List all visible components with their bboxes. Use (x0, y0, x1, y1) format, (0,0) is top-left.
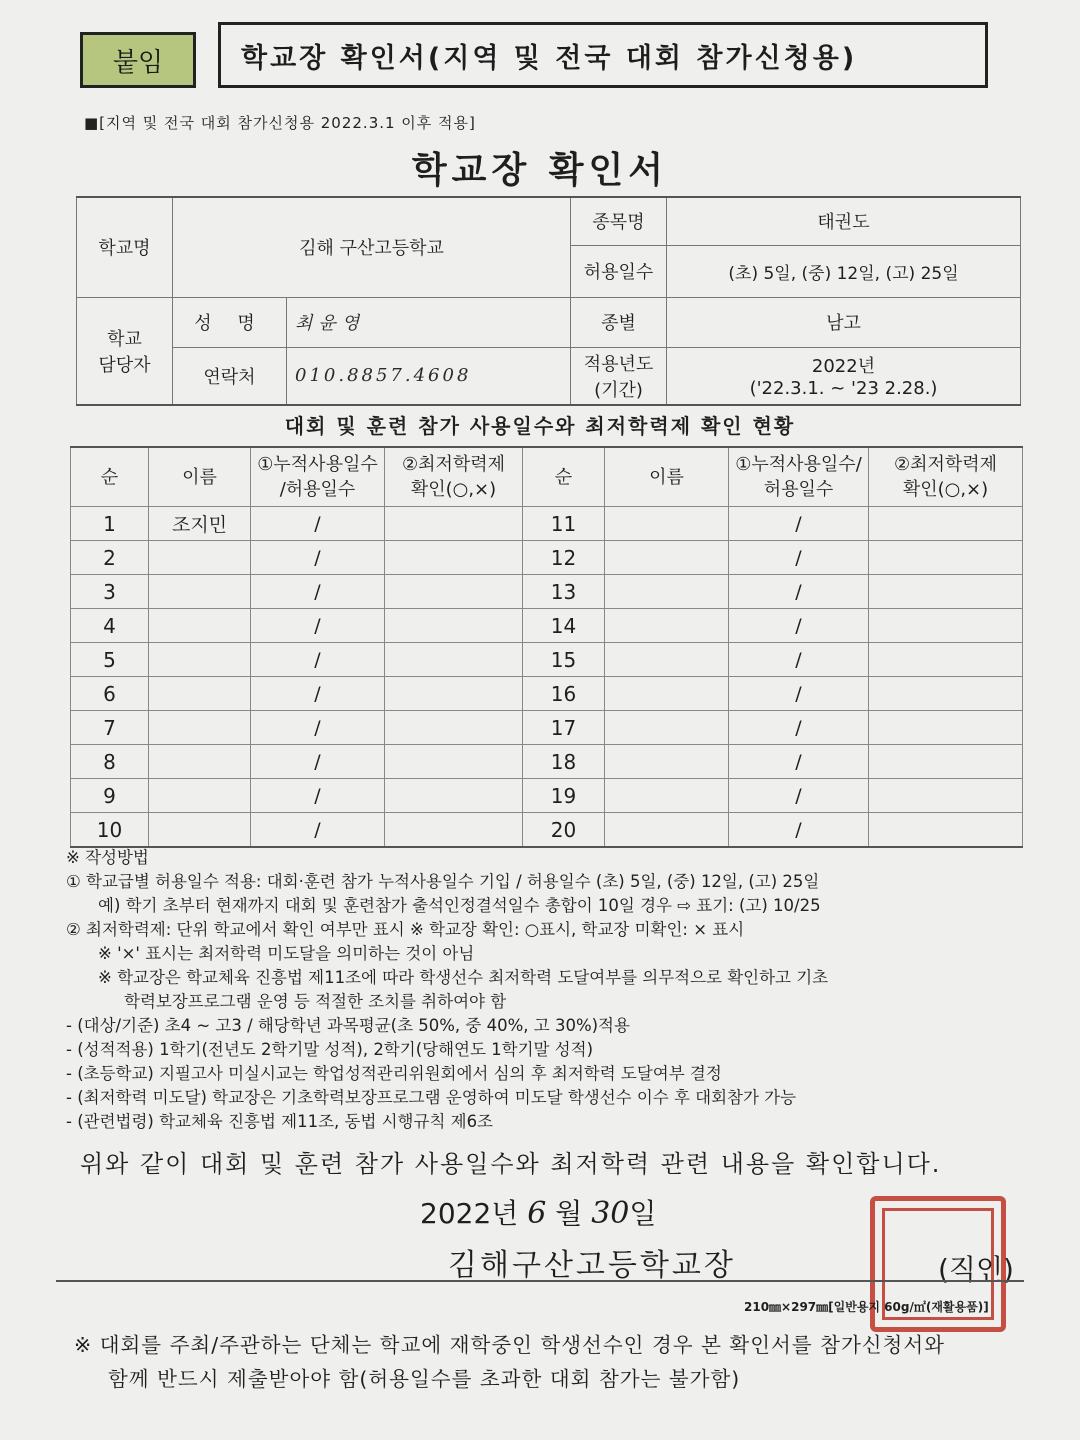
row-days-right: / (729, 779, 869, 813)
row-days-right: / (729, 609, 869, 643)
table-row (71, 541, 1023, 575)
school-name-label: 학교명 (77, 197, 173, 297)
row-order-right: 11 (523, 507, 605, 541)
row-name-left (149, 643, 251, 677)
row-min-right (869, 575, 1023, 609)
allowed-days-value: (초) 5일, (중) 12일, (고) 25일 (667, 245, 1021, 297)
phone-label: 연락처 (173, 347, 287, 405)
row-min-right (869, 813, 1023, 848)
participant-table (70, 446, 1023, 848)
instructions-heading: ※ 작성방법 (66, 848, 149, 867)
year-value-cell (667, 347, 1021, 405)
name-label: 성 명 (173, 297, 287, 347)
row-name-left (149, 711, 251, 745)
col-days-right (729, 447, 869, 507)
row-min-left (385, 541, 523, 575)
instruction-line: ① 학교급별 허용일수 적용: 대회·훈련 참가 누적사용일수 기입 / 허용일수 (초) 5일, (중) 12일, (고) 25일 (66, 872, 820, 891)
row-min-right (869, 677, 1023, 711)
col-order-left: 순 (71, 447, 149, 507)
row-days-left: / (251, 813, 385, 848)
row-days-right: / (729, 745, 869, 779)
row-min-right (869, 541, 1023, 575)
participant-rows (71, 507, 1023, 848)
row-days-left: / (251, 507, 385, 541)
instruction-line: - (성적적용) 1학기(전년도 2학기말 성적), 2학기(당해연도 1학기말 성적) (66, 1040, 594, 1059)
row-days-left: / (251, 541, 385, 575)
instruction-line: ② 최저학력제: 단위 학교에서 확인 여부만 표시 ※ 학교장 확인: ○표시, 학교장 미확인: × 표시 (66, 920, 745, 939)
year-value: 2022년 (811, 356, 876, 378)
row-name-left: 조지민 (149, 507, 251, 541)
row-days-left: / (251, 745, 385, 779)
issue-date (420, 1192, 656, 1232)
col-name-left: 이름 (149, 447, 251, 507)
row-min-right (869, 507, 1023, 541)
row-name-left (149, 677, 251, 711)
row-days-right: / (729, 541, 869, 575)
table-row (71, 779, 1023, 813)
row-order-right: 18 (523, 745, 605, 779)
col-min-right-line2: 확인(○,×) (902, 479, 989, 500)
row-name-right (605, 575, 729, 609)
instructions (66, 846, 1046, 1134)
contact-person-label (77, 297, 173, 405)
row-order-left: 1 (71, 507, 149, 541)
event-value: 태권도 (667, 197, 1021, 245)
row-name-right (605, 813, 729, 848)
attachment-tag: 붙임 (80, 32, 196, 88)
principal-name: 김해구산고등학교장 (448, 1248, 736, 1283)
row-name-left (149, 609, 251, 643)
row-order-right: 16 (523, 677, 605, 711)
instruction-line: - (최저학력 미도달) 학교장은 기초학력보장프로그램 운영하여 미도달 학생선수 이수 후 대회참가 가능 (66, 1088, 797, 1107)
date-day: 30 (591, 1196, 630, 1231)
contact-person-label-line1: 학교 (107, 328, 142, 350)
row-name-right (605, 711, 729, 745)
row-order-right: 19 (523, 779, 605, 813)
row-name-left (149, 575, 251, 609)
row-name-right (605, 643, 729, 677)
row-days-right: / (729, 643, 869, 677)
row-min-left (385, 711, 523, 745)
event-label: 종목명 (571, 197, 667, 245)
col-name-right: 이름 (605, 447, 729, 507)
row-days-right: / (729, 507, 869, 541)
year-label-line1: 적용년도 (583, 353, 654, 375)
row-order-right: 14 (523, 609, 605, 643)
row-order-right: 15 (523, 643, 605, 677)
row-name-right (605, 507, 729, 541)
date-day-unit: 일 (629, 1197, 657, 1230)
date-month-unit: 월 (555, 1197, 583, 1230)
row-min-right (869, 779, 1023, 813)
instruction-line: - (관련법령) 학교체육 진흥법 제11조, 동법 시행규칙 제6조 (66, 1112, 493, 1131)
date-year: 2022년 (420, 1197, 519, 1230)
row-days-right: / (729, 813, 869, 848)
row-order-right: 17 (523, 711, 605, 745)
row-days-left: / (251, 575, 385, 609)
row-min-left (385, 813, 523, 848)
row-min-left (385, 643, 523, 677)
year-label-line2: (기간) (594, 379, 643, 401)
row-name-left (149, 813, 251, 848)
applicability-note: ■[지역 및 전국 대회 참가신청용 2022.3.1 이후 적용] (84, 114, 476, 132)
row-days-right: / (729, 677, 869, 711)
row-order-left: 9 (71, 779, 149, 813)
paper-spec: 210㎜×297㎜[일반용지 60g/㎡(재활용품)] (744, 1300, 989, 1314)
divider (56, 1280, 1024, 1282)
table-row (71, 609, 1023, 643)
row-order-right: 20 (523, 813, 605, 848)
col-order-right: 순 (523, 447, 605, 507)
row-order-right: 13 (523, 575, 605, 609)
table-row (71, 507, 1023, 541)
phone-value: 010.8857.4608 (287, 347, 571, 405)
instruction-line: 학력보장프로그램 운영 등 적절한 조치를 취하여야 함 (124, 992, 507, 1011)
row-days-left: / (251, 609, 385, 643)
school-info-table (76, 196, 1021, 406)
col-min-right (869, 447, 1023, 507)
col-min-left-line1: ②최저학력제 (401, 454, 506, 475)
page-title: 학교장 확인서 (411, 150, 669, 191)
date-month: 6 (527, 1196, 547, 1231)
row-min-right (869, 609, 1023, 643)
instruction-line: - (대상/기준) 초4 ~ 고3 / 해당학년 과목평균(초 50%, 중 40%, 고 30%)적용 (66, 1016, 630, 1035)
row-days-right: / (729, 711, 869, 745)
row-days-right: / (729, 575, 869, 609)
table-row (71, 813, 1023, 848)
document-heading: 학교장 확인서(지역 및 전국 대회 참가신청용) (218, 22, 988, 88)
instruction-line: ※ 학교장은 학교체육 진흥법 제11조에 따라 학생선수 최저학력 도달여부를 의무적으로 확인하고 기초 (98, 968, 829, 987)
row-order-right: 12 (523, 541, 605, 575)
row-min-left (385, 575, 523, 609)
row-days-left: / (251, 677, 385, 711)
col-min-right-line1: ②최저학력제 (893, 454, 998, 475)
col-min-left-line2: 확인(○,×) (410, 479, 497, 500)
table-row (71, 711, 1023, 745)
submission-note (74, 1328, 1034, 1396)
row-order-left: 4 (71, 609, 149, 643)
row-min-right (869, 643, 1023, 677)
row-name-right (605, 779, 729, 813)
row-min-left (385, 745, 523, 779)
row-min-left (385, 507, 523, 541)
contact-person-label-line2: 담당자 (98, 354, 151, 376)
instruction-line: ※ '×' 표시는 최저학력 미도달을 의미하는 것이 아님 (98, 944, 475, 963)
row-days-left: / (251, 779, 385, 813)
row-order-left: 8 (71, 745, 149, 779)
seal-label: (직인) (938, 1253, 1014, 1286)
col-days-left-line2: /허용일수 (279, 479, 356, 500)
col-days-left-line1: ①누적사용일수 (257, 454, 378, 475)
row-min-right (869, 711, 1023, 745)
row-min-right (869, 745, 1023, 779)
row-name-left (149, 541, 251, 575)
row-min-left (385, 779, 523, 813)
instruction-line: 예) 학기 초부터 현재까지 대회 및 훈련참가 출석인정결석일수 총합이 10일 경우 ⇨ 표기: (고) 10/25 (98, 896, 821, 915)
submission-note-line2: 함께 반드시 제출받아야 함(허용일수를 초과한 대회 참가는 불가함) (108, 1367, 741, 1391)
row-order-left: 3 (71, 575, 149, 609)
row-name-left (149, 779, 251, 813)
year-label (571, 347, 667, 405)
row-name-right (605, 677, 729, 711)
table-row (71, 575, 1023, 609)
col-days-right-line1: ①누적사용일수/ (735, 454, 862, 475)
col-days-left (251, 447, 385, 507)
row-order-left: 2 (71, 541, 149, 575)
row-order-left: 6 (71, 677, 149, 711)
col-days-right-line2: 허용일수 (763, 479, 834, 500)
col-min-left (385, 447, 523, 507)
row-name-right (605, 609, 729, 643)
row-order-left: 5 (71, 643, 149, 677)
table-row (71, 677, 1023, 711)
row-min-left (385, 677, 523, 711)
row-days-left: / (251, 643, 385, 677)
allowed-days-label: 허용일수 (571, 245, 667, 297)
confirmation-statement: 위와 같이 대회 및 훈련 참가 사용일수와 최저학력 관련 내용을 확인합니다. (80, 1150, 942, 1178)
submission-note-line1: ※ 대회를 주최/주관하는 단체는 학교에 재학중인 학생선수인 경우 본 확인서를 참가신청서와 (74, 1333, 945, 1357)
row-order-left: 10 (71, 813, 149, 848)
section-title: 대회 및 훈련 참가 사용일수와 최저학력제 확인 현황 (284, 414, 796, 438)
name-value: 최윤영 (287, 297, 571, 347)
row-min-left (385, 609, 523, 643)
row-name-right (605, 745, 729, 779)
period-value: ('22.3.1. ~ '23 2.28.) (749, 378, 938, 400)
row-order-left: 7 (71, 711, 149, 745)
row-days-left: / (251, 711, 385, 745)
row-name-left (149, 745, 251, 779)
gender-value: 남고 (667, 297, 1021, 347)
table-row (71, 745, 1023, 779)
gender-label: 종별 (571, 297, 667, 347)
table-row (71, 643, 1023, 677)
instruction-line: - (초등학교) 지필고사 미실시교는 학업성적관리위원회에서 심의 후 최저학력 도달여부 결정 (66, 1064, 722, 1083)
row-name-right (605, 541, 729, 575)
school-name-value: 김해 구산고등학교 (173, 197, 571, 297)
